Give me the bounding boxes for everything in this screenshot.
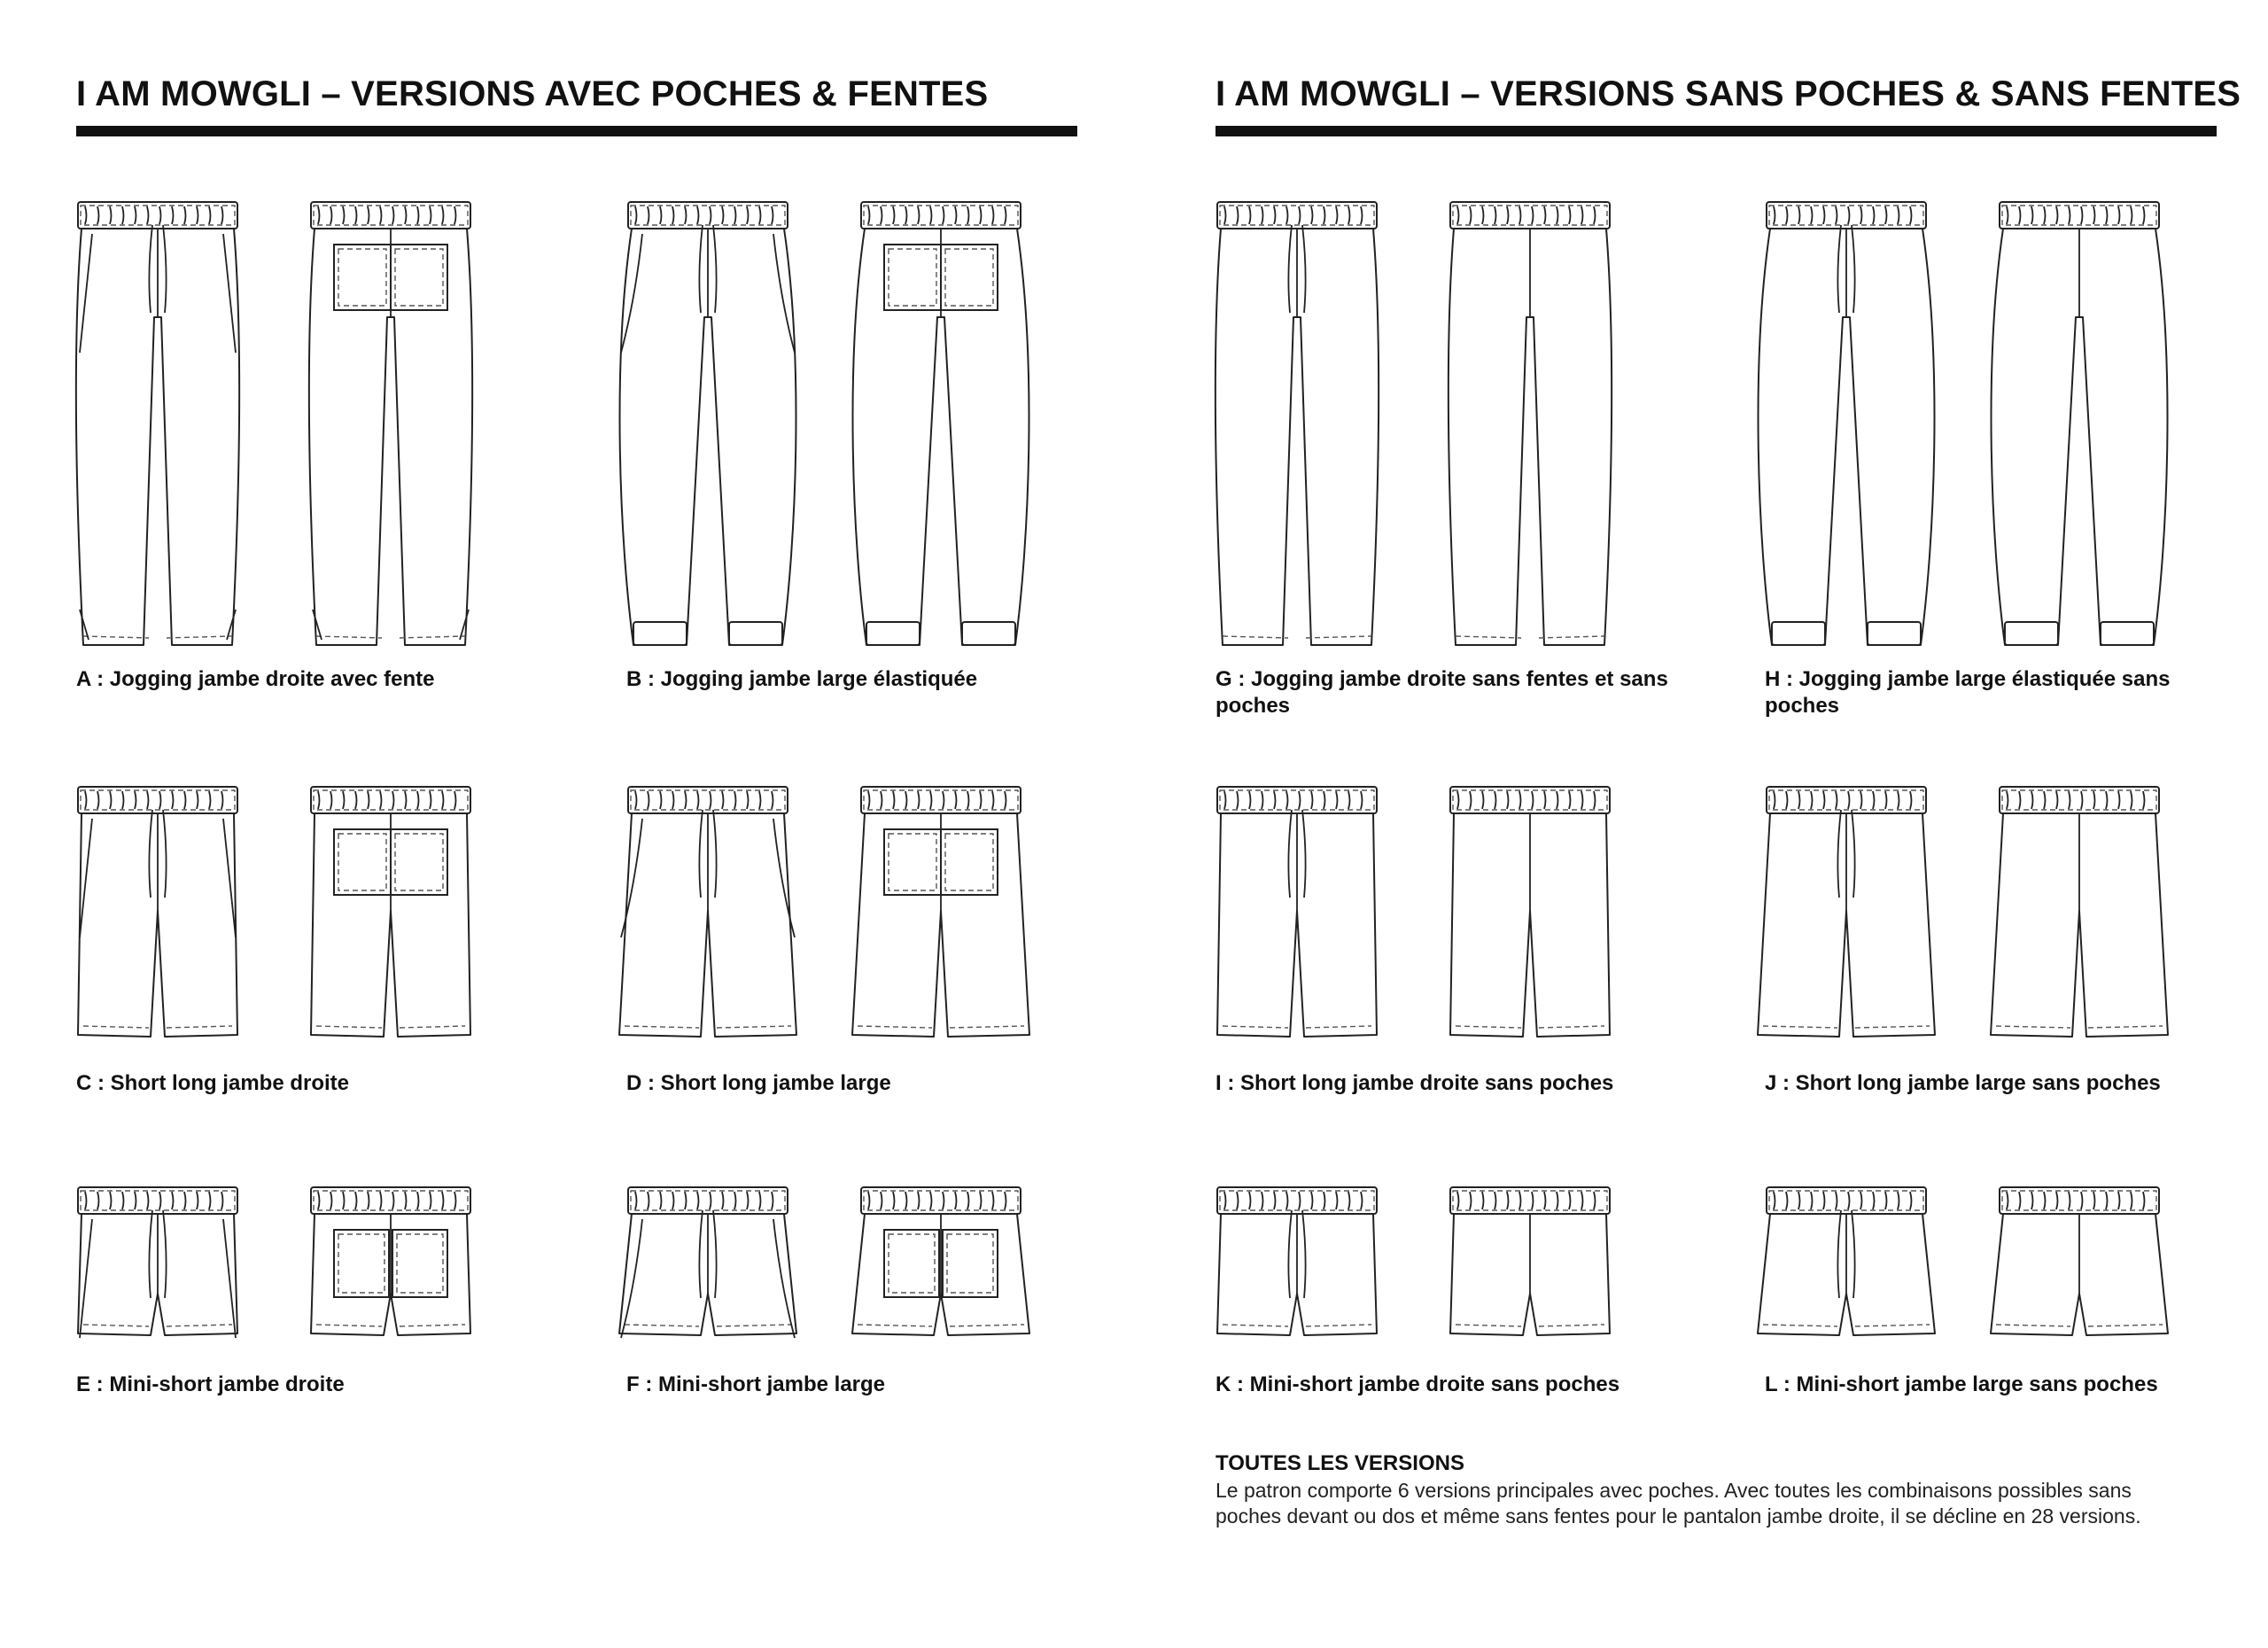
front-view bbox=[1758, 1187, 1935, 1335]
garment-drawing bbox=[1765, 787, 2225, 1248]
back-pocket bbox=[884, 1230, 939, 1297]
back-pocket bbox=[943, 1230, 998, 1297]
right-cuff bbox=[2101, 622, 2154, 645]
back-pocket bbox=[334, 829, 391, 895]
caption-e: E : Mini-short jambe droite bbox=[76, 1372, 345, 1396]
front-view bbox=[619, 1187, 796, 1338]
caption-g: G : Jogging jambe droite sans fentes et sans poches bbox=[1216, 667, 1668, 718]
front-view bbox=[78, 787, 237, 1037]
caption-b: B : Jogging jambe large élastiquée bbox=[626, 667, 978, 691]
back-pocket bbox=[884, 829, 941, 895]
caption-i: I : Short long jambe droite sans poches bbox=[1216, 1071, 1614, 1095]
garment-drawing bbox=[1765, 202, 2225, 663]
back-view bbox=[1991, 787, 2168, 1037]
garment-drawing bbox=[1216, 787, 1676, 1248]
left-cuff bbox=[1772, 622, 1825, 645]
front-view bbox=[1216, 202, 1379, 645]
front-view bbox=[78, 1187, 237, 1338]
back-pocket bbox=[334, 245, 391, 310]
note-text: Le patron comporte 6 versions principales avec poches. Avec toutes les combinaisons possibles sans poches devant ou dos et même sans fentes pour le pantalon jambe droite, il se décline en 28 versions. bbox=[1216, 1479, 2141, 1528]
back-view bbox=[1449, 202, 1612, 645]
front-view bbox=[619, 787, 796, 1037]
back-pocket bbox=[392, 1230, 447, 1297]
back-view bbox=[852, 787, 1029, 1037]
caption-h: H : Jogging jambe large élastiquée sans poches bbox=[1765, 667, 2171, 718]
left-section-title: I AM MOWGLI – VERSIONS AVEC POCHES & FENTES bbox=[76, 74, 989, 113]
caption-l: L : Mini-short jambe large sans poches bbox=[1765, 1372, 2158, 1396]
caption-k: K : Mini-short jambe droite sans poches bbox=[1216, 1372, 1620, 1396]
left-cuff bbox=[2005, 622, 2058, 645]
front-view bbox=[76, 202, 239, 645]
caption-a: A : Jogging jambe droite avec fente bbox=[76, 667, 435, 691]
caption-c: C : Short long jambe droite bbox=[76, 1071, 350, 1095]
back-view bbox=[1992, 202, 2168, 645]
right-section-title: I AM MOWGLI – VERSIONS SANS POCHES & SANS FENTES bbox=[1216, 74, 2241, 113]
back-pocket bbox=[941, 829, 998, 895]
right-cuff bbox=[729, 622, 782, 645]
back-view bbox=[309, 202, 472, 645]
back-view bbox=[311, 787, 470, 1037]
garment-drawing bbox=[1216, 202, 1676, 663]
back-view bbox=[311, 1187, 470, 1335]
back-pocket bbox=[884, 245, 941, 310]
caption-j: J : Short long jambe large sans poches bbox=[1765, 1071, 2161, 1095]
note-title: TOUTES LES VERSIONS bbox=[1216, 1451, 1464, 1475]
garment-drawing bbox=[76, 787, 537, 1248]
right-title-rule bbox=[1216, 126, 2217, 136]
left-title-rule bbox=[76, 126, 1077, 136]
caption-d: D : Short long jambe large bbox=[626, 1071, 891, 1095]
garment-drawing bbox=[626, 787, 1087, 1248]
right-cuff bbox=[962, 622, 1015, 645]
back-view bbox=[1991, 1187, 2168, 1335]
front-view bbox=[1217, 1187, 1377, 1335]
garment-drawing bbox=[76, 1187, 537, 1648]
garment-drawing bbox=[1216, 1187, 1676, 1648]
front-view bbox=[1217, 787, 1377, 1037]
back-view bbox=[1450, 1187, 1610, 1335]
front-view bbox=[1758, 787, 1935, 1037]
back-pocket bbox=[334, 1230, 389, 1297]
left-cuff bbox=[866, 622, 920, 645]
left-cuff bbox=[633, 622, 687, 645]
garment-drawing bbox=[76, 202, 537, 663]
back-pocket bbox=[391, 829, 447, 895]
right-cuff bbox=[1868, 622, 1921, 645]
garment-drawing bbox=[1765, 1187, 2225, 1648]
caption-f: F : Mini-short jambe large bbox=[626, 1372, 886, 1396]
front-view bbox=[620, 202, 796, 645]
back-view bbox=[1450, 787, 1610, 1037]
front-view bbox=[1759, 202, 1935, 645]
back-pocket bbox=[391, 245, 447, 310]
back-pocket bbox=[941, 245, 998, 310]
back-view bbox=[853, 202, 1029, 645]
garment-drawing bbox=[626, 1187, 1087, 1648]
garment-drawing bbox=[626, 202, 1087, 663]
back-view bbox=[852, 1187, 1029, 1335]
